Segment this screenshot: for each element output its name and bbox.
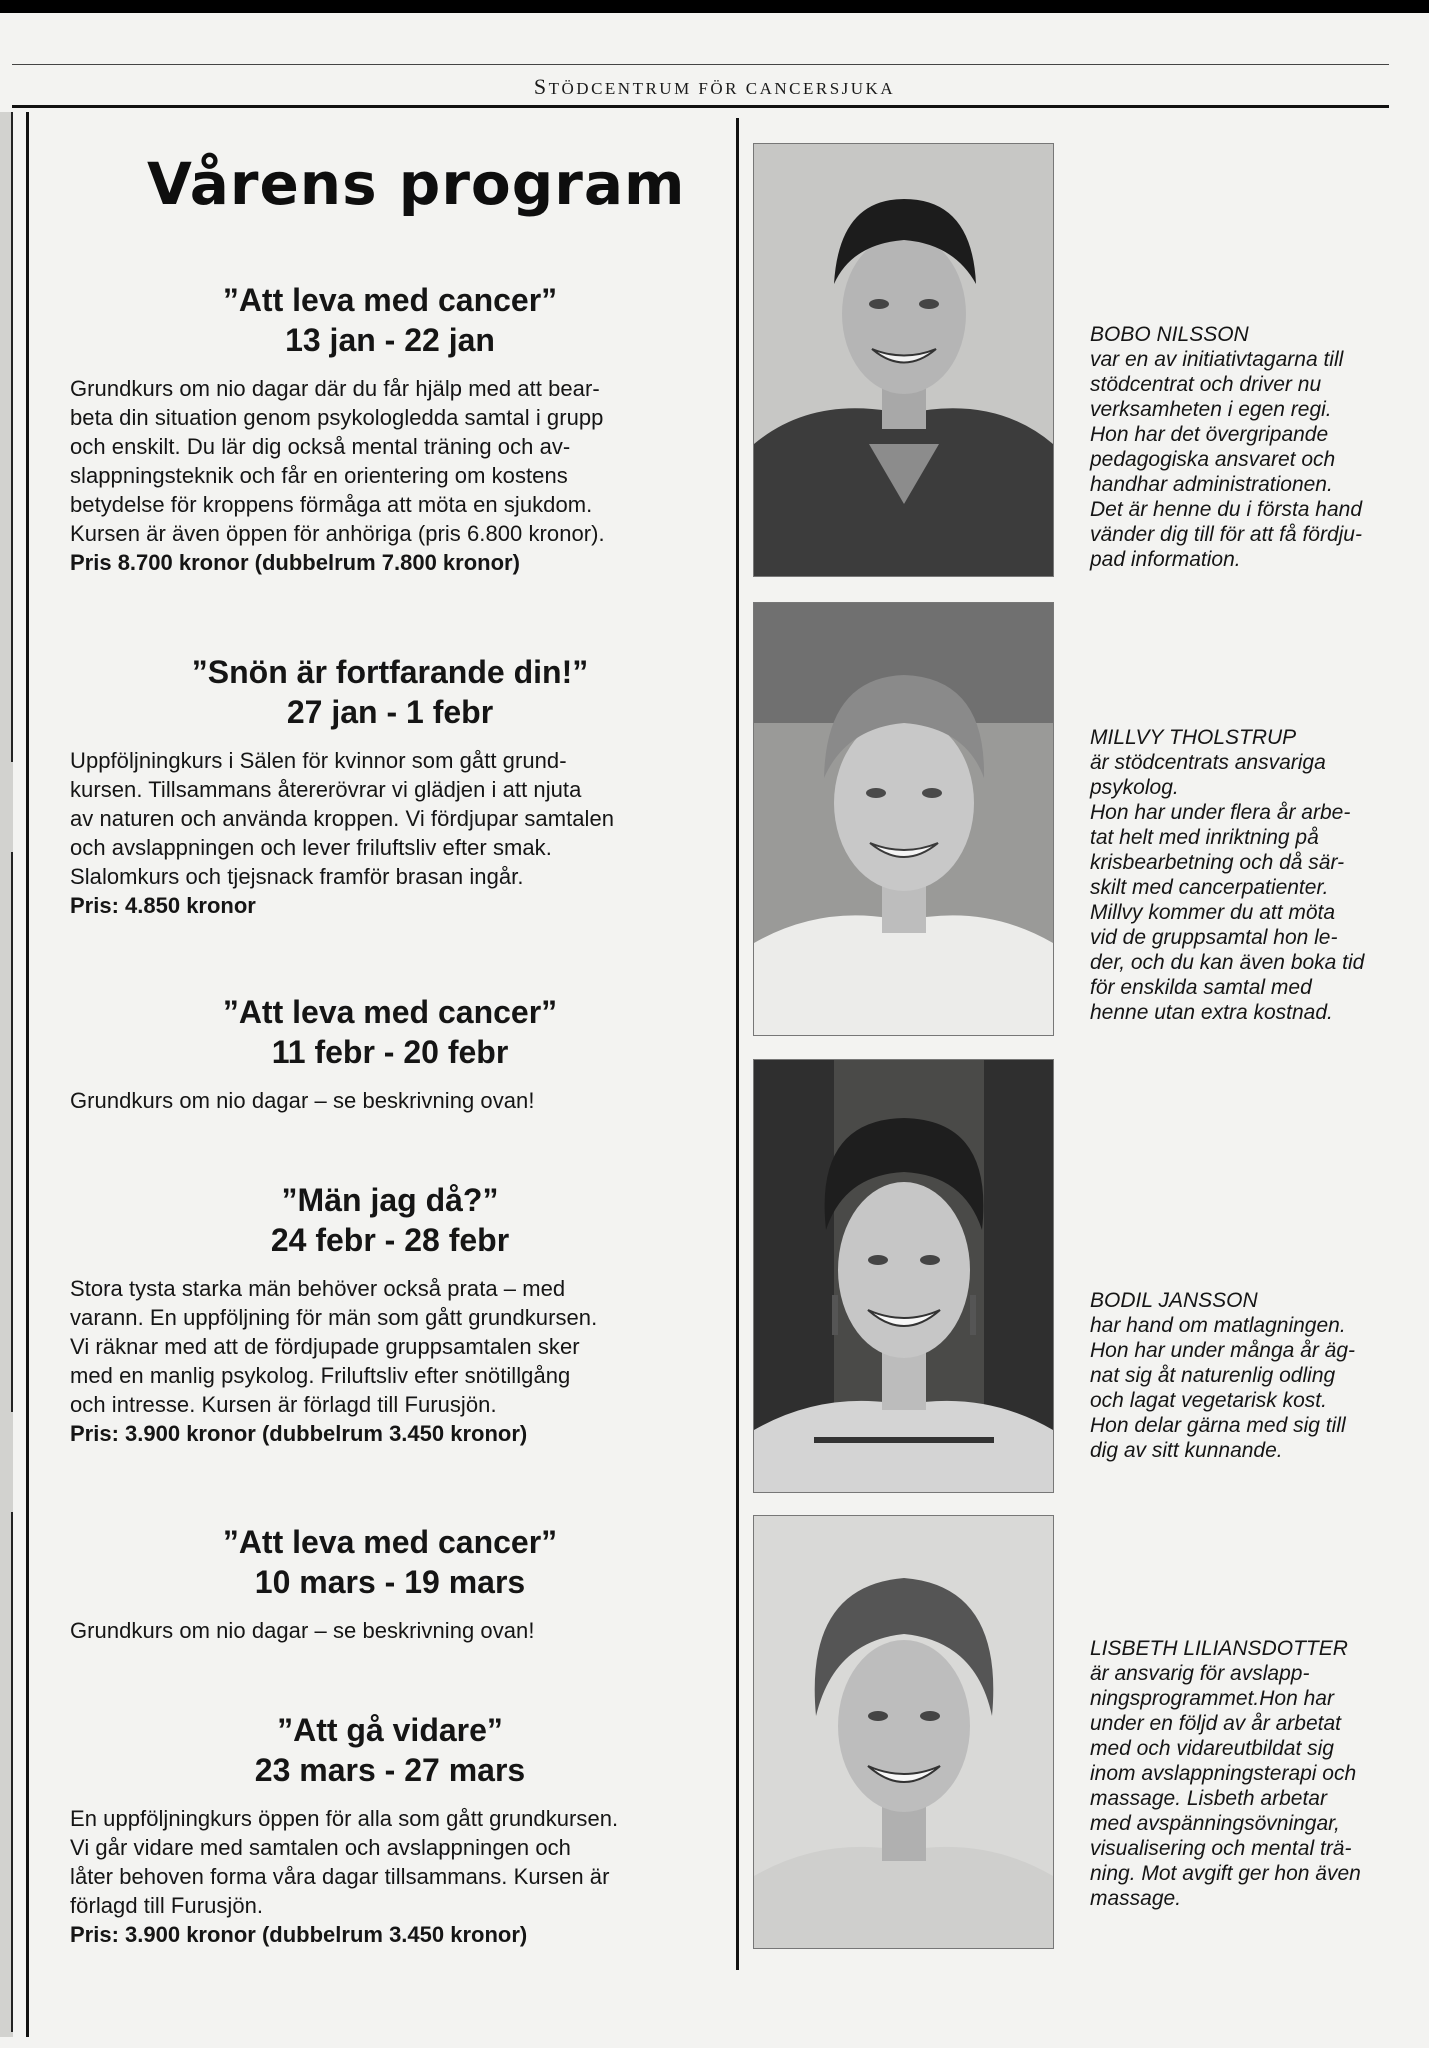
staff-name: LISBETH LILIANSDOTTER bbox=[1090, 1637, 1348, 1660]
course-block bbox=[70, 992, 710, 1115]
course-title: ”Att leva med cancer” bbox=[222, 282, 558, 318]
course-block bbox=[70, 1710, 710, 1949]
running-header: STÖDCENTRUM FÖR CANCERSJUKA bbox=[533, 74, 896, 99]
header-rule-top bbox=[12, 64, 1389, 65]
staff-bio bbox=[1090, 725, 1400, 1025]
portrait-photo bbox=[753, 602, 1054, 1036]
course-date: 11 febr - 20 febr bbox=[271, 1034, 509, 1070]
course-title: ”Att gå vidare” bbox=[277, 1712, 503, 1748]
course-block bbox=[70, 652, 710, 920]
course-title: ”Snön är fortfarande din!” bbox=[191, 654, 589, 690]
adjacent-page-edge bbox=[0, 112, 13, 2037]
course-price: Pris 8.700 kronor (dubbelrum 7.800 kronor) bbox=[70, 550, 520, 575]
staff-description: är stödcentrats ansvariga psykolog. Hon har under flera år arbe- tat helt med inriktning på krisbearbetning och då sär- skilt med cancerpatienter. Millvy kommer du att möta vid de gruppsamtal hon le- der, och du kan även boka tid för enskilda samtal med henne utan extra kostnad. bbox=[1090, 751, 1365, 1024]
course-description: Stora tysta starka män behöver också prata – med varann. En uppföljning för män som gått grundkursen. Vi räknar med att de fördjupade gruppsamtalen sker med en manlig psykolog. Friluftsliv efter snötillgång och intresse. Kursen är förlagd till Furusjön. bbox=[70, 1276, 598, 1417]
staff-bio bbox=[1090, 1636, 1400, 1911]
page-title: Vårens program bbox=[147, 150, 686, 218]
course-price: Pris: 3.900 kronor (dubbelrum 3.450 kronor) bbox=[70, 1421, 528, 1446]
course-block bbox=[70, 280, 710, 577]
staff-bio bbox=[1090, 322, 1400, 572]
portrait-photo bbox=[753, 1515, 1054, 1949]
left-column-rule bbox=[26, 112, 29, 2037]
course-description: Uppföljningkurs i Sälen för kvinnor som gått grund- kursen. Tillsammans återerövrar vi glädjen i att njuta av naturen och använda kroppen. Vi fördjupar samtalen och avslappningen och lever friluftsliv efter smak. Slalomkurs och tjejsnack framför brasan ingår. bbox=[70, 748, 615, 889]
course-description: Grundkurs om nio dagar – se beskrivning ovan! bbox=[70, 1618, 535, 1643]
portrait-photo bbox=[753, 143, 1054, 577]
staff-description: har hand om matlagningen. Hon har under många år äg- nat sig åt naturenlig odling och lagat vegetarisk kost. Hon delar gärna med sig till dig av sitt kunnande. bbox=[1090, 1314, 1355, 1462]
course-description: Grundkurs om nio dagar där du får hjälp med att bear- beta din situation genom psykologledda samtal i grupp och enskilt. Du lär dig också mental träning och av- slappningsteknik och får en orientering om kostens betydelse för kroppens förmåga att möta en sjukdom. Kursen är även öppen för anhöriga (pris 6.800 kronor). bbox=[70, 376, 605, 546]
course-block bbox=[70, 1522, 710, 1645]
top-border bbox=[0, 0, 1429, 13]
course-date: 10 mars - 19 mars bbox=[254, 1564, 526, 1600]
portrait-photo bbox=[753, 1059, 1054, 1493]
staff-description: är ansvarig för avslapp- ningsprogrammet.Hon har under en följd av år arbetat med och vidareutbildat sig inom avslappningsterapi och massage. Lisbeth arbetar med avspänningsövningar, visualisering och mental trä- ning. Mot avgift ger hon även massage. bbox=[1090, 1662, 1361, 1910]
course-date: 13 jan - 22 jan bbox=[285, 322, 495, 358]
staff-name: BODIL JANSSON bbox=[1090, 1289, 1258, 1312]
course-date: 23 mars - 27 mars bbox=[254, 1752, 526, 1788]
staff-name: MILLVY THOLSTRUP bbox=[1090, 726, 1297, 749]
course-date: 27 jan - 1 febr bbox=[286, 694, 494, 730]
course-price: Pris: 3.900 kronor (dubbelrum 3.450 kronor) bbox=[70, 1922, 528, 1947]
course-title: ”Att leva med cancer” bbox=[222, 1524, 558, 1560]
course-title: ”Att leva med cancer” bbox=[222, 994, 558, 1030]
course-block bbox=[70, 1180, 710, 1448]
staff-name: BOBO NILSSON bbox=[1090, 323, 1249, 346]
course-description: Grundkurs om nio dagar – se beskrivning ovan! bbox=[70, 1088, 535, 1113]
course-price: Pris: 4.850 kronor bbox=[70, 893, 256, 918]
course-date: 24 febr - 28 febr bbox=[270, 1222, 510, 1258]
column-divider bbox=[736, 118, 739, 1970]
staff-bio bbox=[1090, 1288, 1400, 1463]
course-title: ”Män jag då?” bbox=[281, 1182, 499, 1218]
staff-description: var en av initiativtagarna till stödcentrat och driver nu verksamheten i egen regi. Hon har det övergripande pedagogiska ansvaret och handhar administrationen. Det är henne du i första hand vänder dig till för att få fördju- pad information. bbox=[1090, 348, 1363, 571]
course-description: En uppföljningkurs öppen för alla som gått grundkursen. Vi går vidare med samtalen och avslappningen och låter behoven forma våra dagar tillsammans. Kursen är förlagd till Furusjön. bbox=[70, 1806, 619, 1918]
header-rule-bottom bbox=[12, 105, 1389, 108]
